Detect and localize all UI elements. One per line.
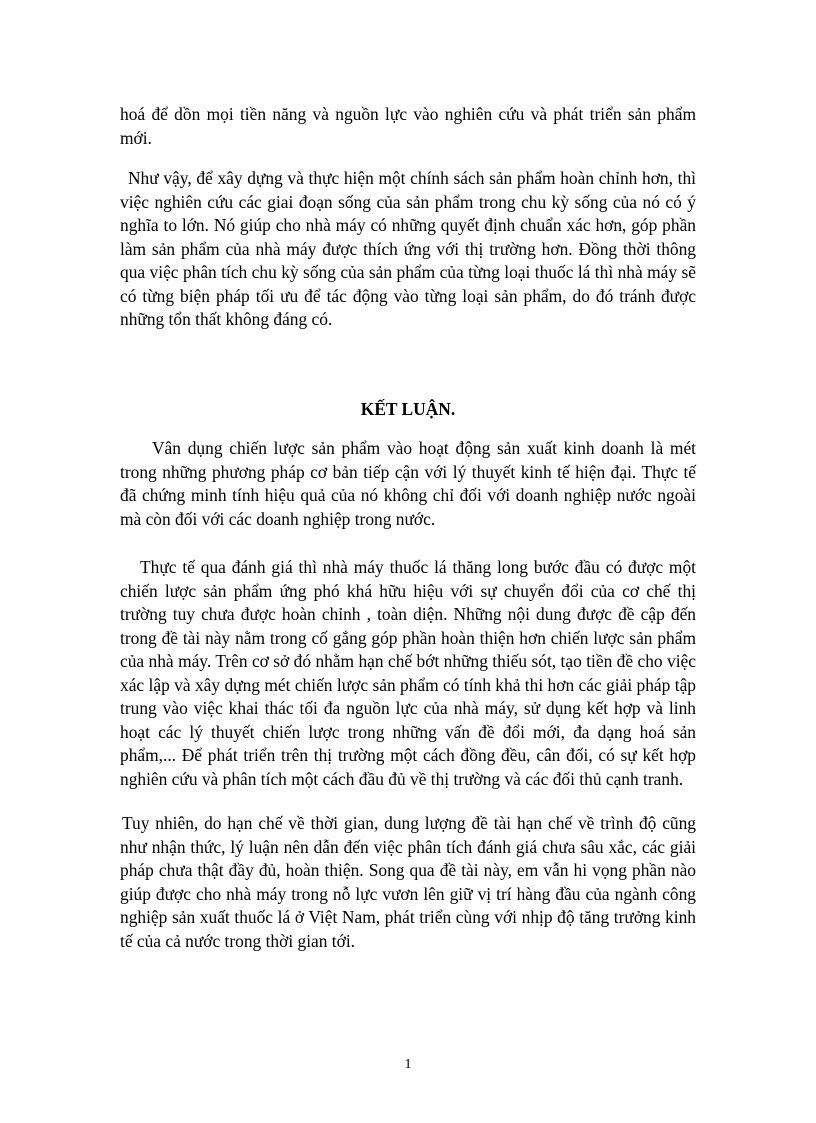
page-number: 1 bbox=[404, 1057, 412, 1072]
paragraph-conclusion-limitations: Tuy nhiên, do hạn chế về thời gian, dung lượng đề tài hạn chế về trình độ cũng như nhận thức, lý luận nên dẫn đến việc phân tích đánh giá chưa sâu xắc, các giải pháp chưa thật đầy đủ, hoàn thiện. Song qua đề tài này, em vẫn hi vọng phần nào giúp được cho nhà máy trong nỗ lực vươn lên giữ vị trí hàng đầu của ngành công nghiệp sản xuất thuốc lá ở Việt Nam, phát triển cùng với nhịp độ tăng trưởng kinh tế của cả nước trong thời gian tới. bbox=[120, 813, 696, 951]
paragraph-continuation: hoá để dồn mọi tiền năng và nguồn lực vào nghiên cứu và phát triển sản phẩm mới. bbox=[120, 104, 696, 148]
paragraph-conclusion-evaluation: Thực tế qua đánh giá thì nhà máy thuốc lá thăng long bước đầu có được một chiến lược sản phẩm ứng phó khá hữu hiệu với sự chuyển đổi của cơ chế thị trường tuy chưa được hoàn chỉnh , toàn diện. Những nội dung được đề cập đến trong đề tài này nằm trong cố gắng góp phần hoàn thiện hơn chiến lược sản phẩm của nhà máy. Trên cơ sở đó nhằm hạn chế bớt những thiếu sót, tạo tiền đề cho việc xác lập và xây dựng mét chiến lược sản phẩm có tính khả thi hơn các giải pháp tập trung vào việc khai thác tối đa nguồn lực của nhà máy, sử dụng kết hợp và linh hoạt các lý thuyết chiến lược trong những vấn đề đổi mới, đa dạng hoá sản phẩm,... Để phát triển trên thị trường một cách đồng đều, cân đối, có sự kết hợp nghiên cứu và phân tích một cách đầu đủ về thị trường và các đối thủ cạnh tranh. bbox=[120, 557, 696, 789]
paragraph-product-lifecycle: Như vậy, để xây dựng và thực hiện một chính sách sản phẩm hoàn chỉnh hơn, thì việc nghiên cứu các giai đoạn sống của sản phẩm trong chu kỳ sống của nó có ý nghĩa to lớn. Nó giúp cho nhà máy có những quyết định chuẩn xác hơn, góp phần làm sản phẩm của nhà máy được thích ứng với thị trường hơn. Đồng thời thông qua việc phân tích chu kỳ sống của sản phẩm của từng loại thuốc lá thì nhà máy sẽ có từng biện pháp tối ưu để tác động vào từng loại sản phẩm, do đó tránh được những tổn thất không đáng có. bbox=[120, 168, 696, 329]
paragraph-conclusion-intro: Vân dụng chiến lược sản phẩm vào hoạt động sản xuất kinh doanh là mét trong những phương pháp cơ bản tiếp cận với lý thuyết kinh tế hiện đại. Thực tế đã chứng minh tính hiệu quả của nó không chỉ đối với doanh nghiệp nước ngoài mà còn đối với các doanh nghiệp trong nước. bbox=[120, 438, 696, 529]
section-heading-conclusion: KẾT LUẬN. bbox=[360, 399, 456, 419]
